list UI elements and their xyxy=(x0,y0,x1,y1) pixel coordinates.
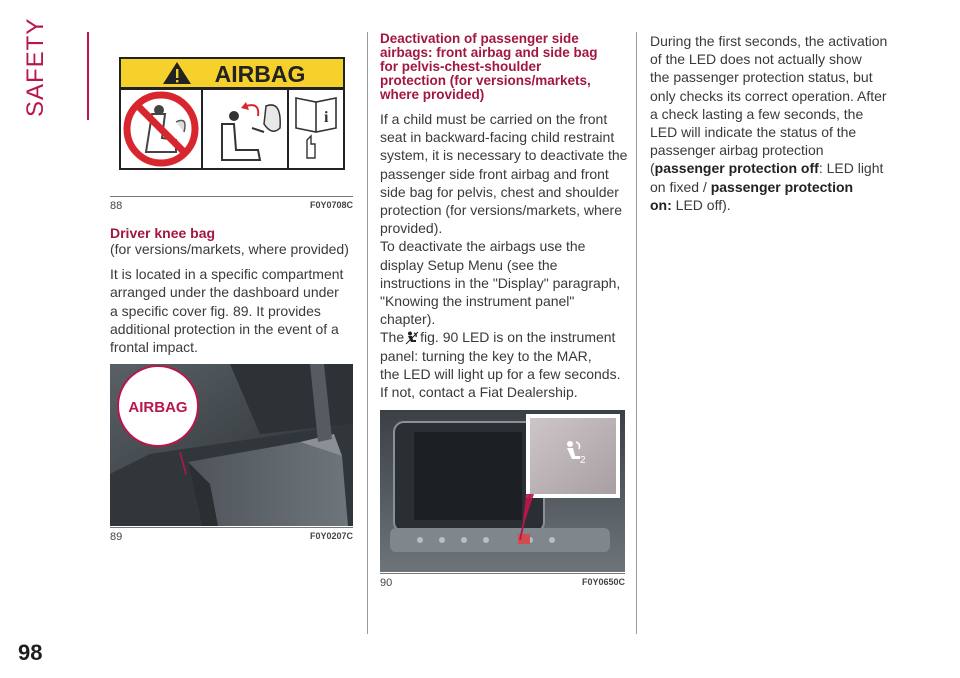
knee-bag-photo xyxy=(110,364,353,526)
text-line: seat in backward-facing child restraint xyxy=(380,129,615,146)
text-line: protection (for versions/markets, where xyxy=(380,202,622,219)
airbag-callout xyxy=(118,366,198,446)
figure-90-image xyxy=(380,410,625,572)
text-line: of the LED does not actually show xyxy=(650,51,862,68)
text-line: the LED will light up for a few seconds. xyxy=(380,365,621,382)
heading-line: protection (for versions/markets, xyxy=(380,73,591,88)
text-line: If a child must be carried on the front xyxy=(380,111,608,127)
figure-88 xyxy=(110,32,353,213)
heading-line: for pelvis-chest-shoulder xyxy=(380,59,542,74)
text-line: To deactivate the airbags use the xyxy=(380,238,586,255)
column-divider xyxy=(636,32,637,634)
deactivation-para-2 xyxy=(380,237,632,328)
bold-term: passenger protection xyxy=(710,178,854,195)
text-line: instructions in the "Display" paragraph, xyxy=(380,274,621,291)
text-fragment: LED off). xyxy=(671,196,731,213)
text-fragment: The xyxy=(380,329,405,346)
text-line: a check lasting a few seconds, the xyxy=(650,105,864,122)
text-line: system, it is necessary to deactivate the xyxy=(380,147,628,164)
side-tab xyxy=(0,0,100,678)
led-status-section xyxy=(650,32,910,214)
text-fragment: ( xyxy=(650,160,655,177)
figure-number: 89 xyxy=(110,531,123,543)
section-rule xyxy=(87,32,89,120)
figure-88-caption xyxy=(110,196,353,213)
figure-code: F0Y0708C xyxy=(309,200,353,210)
text-line: During the first seconds, the activation xyxy=(650,33,888,49)
figure-89-caption xyxy=(110,527,353,544)
figure-89-image xyxy=(110,364,353,526)
text-line: chapter). xyxy=(380,311,436,328)
airbag-warning-label xyxy=(110,32,353,195)
bold-term: passenger protection off xyxy=(654,160,819,177)
figure-90 xyxy=(380,410,625,590)
text-line xyxy=(380,328,632,346)
text-fragment: on fixed / xyxy=(650,178,711,195)
led-status-body xyxy=(650,32,910,214)
figure-number: 88 xyxy=(110,200,123,212)
column-divider xyxy=(367,32,368,634)
text-line: only checks its correct operation. After xyxy=(650,87,887,104)
figure-88-image xyxy=(110,32,353,195)
text-line: arranged under the dashboard under xyxy=(110,284,339,301)
heading-line: where provided) xyxy=(380,87,485,102)
knee-bag-body xyxy=(110,265,360,356)
text-line: panel: turning the key to the MAR, xyxy=(380,347,592,364)
heading-line: Deactivation of passenger side xyxy=(380,31,579,46)
figure-89 xyxy=(110,364,353,544)
deactivation-section xyxy=(380,32,632,401)
text-line: display Setup Menu (see the xyxy=(380,256,558,273)
airbag-label-text: AIRBAG xyxy=(214,61,306,87)
text-fragment: fig. 90 LED is on the instrument xyxy=(420,329,616,346)
text-line: passenger side front airbag and front xyxy=(380,165,609,182)
heading-line: airbags: front airbag and side bag xyxy=(380,45,598,60)
passenger-airbag-off-icon xyxy=(405,331,419,345)
text-fragment: : LED light xyxy=(818,160,884,177)
text-line: If not, contact a Fiat Dealership. xyxy=(380,384,578,401)
knee-bag-section xyxy=(110,226,360,356)
svg-text:i: i xyxy=(324,109,329,126)
text-line: passenger airbag protection xyxy=(650,142,824,159)
text-line: "Knowing the instrument panel" xyxy=(380,293,575,310)
deactivation-para-1 xyxy=(380,110,632,237)
figure-code: F0Y0650C xyxy=(581,577,625,587)
airbag-callout-text: AIRBAG xyxy=(128,399,188,416)
text-line xyxy=(650,178,910,196)
knee-bag-heading: Driver knee bag xyxy=(110,225,216,241)
text-line: a specific cover fig. 89. It provides xyxy=(110,302,321,319)
text-line: LED will indicate the status of the xyxy=(650,124,857,141)
text-line: frontal impact. xyxy=(110,339,198,356)
text-line: side bag for pelvis, chest and shoulder xyxy=(380,183,619,200)
figure-number: 90 xyxy=(380,577,393,589)
deactivation-heading xyxy=(380,32,632,102)
text-line: additional protection in the event of a xyxy=(110,320,339,337)
text-line xyxy=(650,196,910,214)
knee-bag-subheading: (for versions/markets, where provided) xyxy=(110,241,349,257)
text-line: the passenger protection status, but xyxy=(650,69,873,86)
page-number: 98 xyxy=(18,640,43,665)
figure-code: F0Y0207C xyxy=(309,531,353,541)
text-line xyxy=(650,159,910,177)
text-line: It is located in a specific compartment xyxy=(110,266,344,283)
text-line: provided). xyxy=(380,220,443,237)
bold-term: on: xyxy=(650,196,672,213)
instrument-panel-photo xyxy=(380,410,625,572)
deactivation-para-3 xyxy=(380,328,632,401)
section-label: SAFETY xyxy=(22,18,49,118)
figure-90-caption xyxy=(380,573,625,590)
svg-text:2: 2 xyxy=(580,455,586,466)
